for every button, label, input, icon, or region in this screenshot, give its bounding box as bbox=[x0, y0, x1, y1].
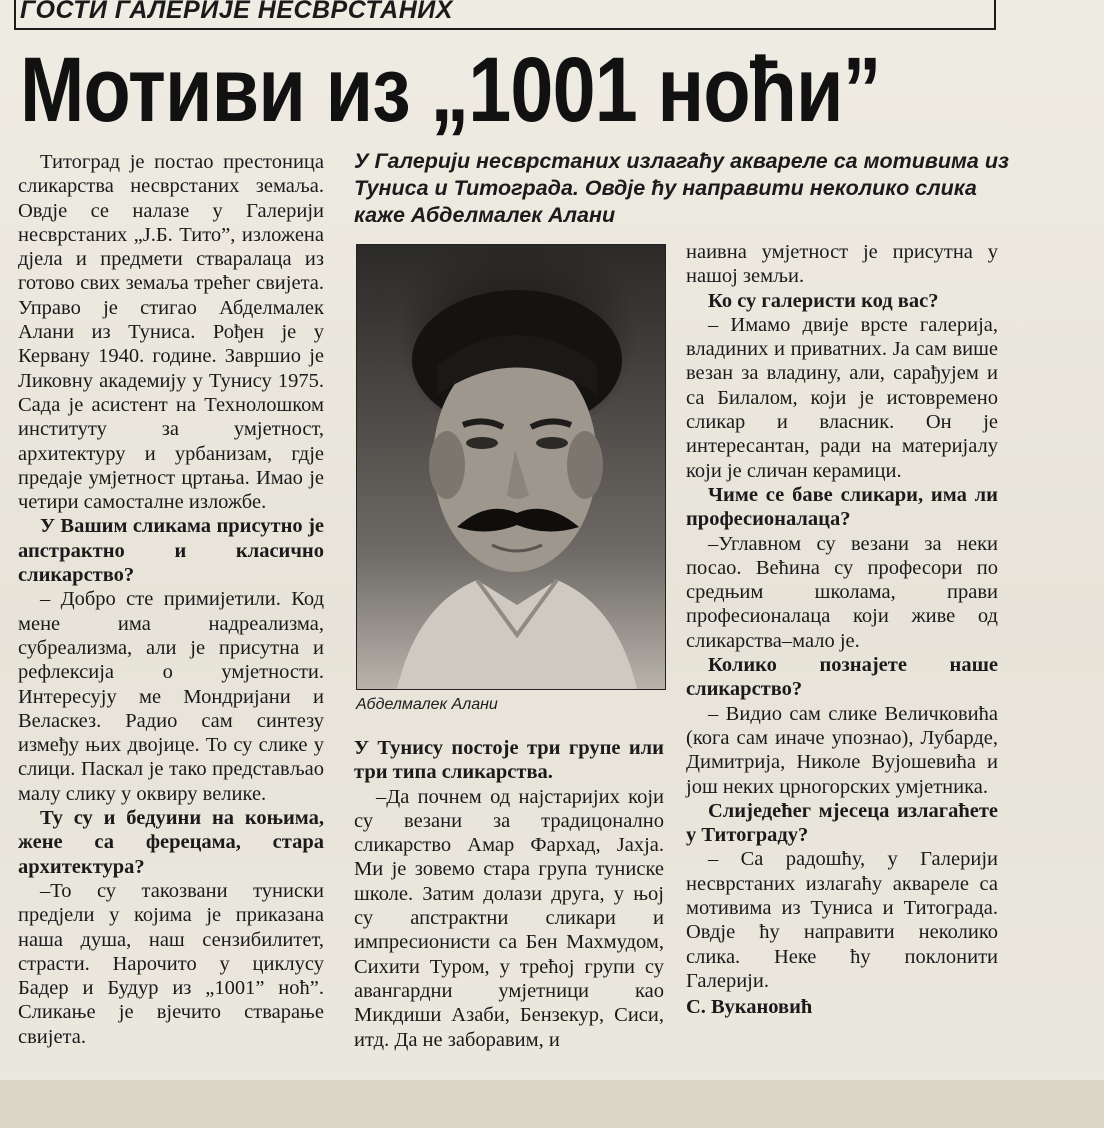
lede: У Галерији несврстаних излагаћу акварeле са мотивима из Туниса и Титограда. Овдје ћу направити неколико слика каже Абделмалек Алани bbox=[354, 149, 1009, 227]
question-2: Ту су и бедуини на коњима, жене са ферецама, стара архитектура? bbox=[18, 807, 324, 878]
answer-2: –То су такозвани туниски предјели у којима је приказана наша душа, наш сензибилитет, страсти. Нарочито у циклусу Бадер и Будур из „1001” ноћ”. Сликање је вјечито стварање свијета. bbox=[18, 879, 324, 1048]
column-3 bbox=[686, 240, 998, 1020]
answer-1: – Добро сте примијетили. Код мене има надреализма, субреализма, али је присутна и рефлексија о умјетности. Интересују ме Мондријани и Веласкез. Радио сам синтезу између њих двојице. То су слике у слици. Паскал је тако представљао малу слику у оквиру велике. bbox=[18, 588, 324, 805]
portrait-illustration bbox=[357, 245, 665, 689]
question-6: Колико познајете наше сликарство? bbox=[686, 654, 998, 701]
torn-bottom-edge bbox=[0, 1080, 1104, 1128]
column-1 bbox=[18, 150, 324, 1049]
answer-5: –Углавном су везани за неки посао. Већина су професори по средњим школама, прави професионалаца који живе од сликарства–мало је. bbox=[686, 532, 998, 652]
author-signature: С. Вукановић bbox=[686, 996, 813, 1019]
column-2 bbox=[354, 736, 664, 1052]
question-5: Чиме се баве сликари, има ли професионалаца? bbox=[686, 483, 998, 531]
answer-6: – Видио сам слике Величковића (кога сам иначе упознао), Лубарде, Димитрија, Николе Вујошевића и још неких црногорских умјетника. bbox=[686, 702, 998, 798]
question-3: У Тунису постоје три групе или три типа сликарства. bbox=[354, 737, 664, 784]
answer-3: –Да почнем од најстаријих који су везани за традицонално сликарство Амар Фархад, Јахја. Ми је зовемо стара група туниске школе. Затим долази друга, у њој су апстрактни сликари и импресионисти са Бен Махмудом, Сихити Туром, у трећој групи су авангардни умјетници као Микдиши Азаби, Бензекур, Сиси, итд. Да не заборавим, и bbox=[354, 785, 664, 1051]
answer-7: – Са радошћу, у Галерији несврстаних излагаћу акварeле са мотивима из Туниса и Титограда. Овдје ћу направити неколико слика. Неке ћу поклонити Галерији. bbox=[686, 848, 998, 992]
answer-3-continued: наивна умјетност је присутна у нашој земљи. bbox=[686, 241, 998, 288]
intro-paragraph: Титоград је постао престоница сликарства несврстаних земаља. Овдје се налазе у Галерији несврстаних „Ј.Б. Тито”, изложена дјела и предмети стваралаца из готово свих земаља трећег свијета. Управо је стигао Абделмалек Алани из Туниса. Рођен је у Кервану 1940. године. Завршио је Ликовну академију у Тунису 1975. Сада је асистент на Технолошком институту за умјетност, архитектуру и урбанизам, гдје предаје умјетност цртања. Имао је четири самосталне изложбе. bbox=[18, 151, 324, 514]
headline: Мотиви из „1001 ноћи” bbox=[20, 39, 881, 141]
question-4: Ко су галеристи код вас? bbox=[708, 289, 939, 312]
question-1: У Вашим сликама присутно је апстрактно и класично сликарство? bbox=[18, 515, 324, 587]
answer-4: – Имамо двије врсте галерија, владиних и приватних. Ја сам више везан за владину, али, сарађујем и са Билалом, који је истовремено сликар и власник. Он је интересантан, ради на материјалу који је сличан керамици. bbox=[686, 313, 998, 482]
portrait-photo bbox=[356, 244, 666, 690]
question-7: Слиједећег мјесеца излагаћете у Титограду? bbox=[686, 799, 998, 847]
section-kicker: ГОСТИ ГАЛЕРИЈЕ НЕСВРСТАНИХ bbox=[20, 0, 453, 24]
photo-caption: Абделмалек Алани bbox=[356, 696, 498, 713]
